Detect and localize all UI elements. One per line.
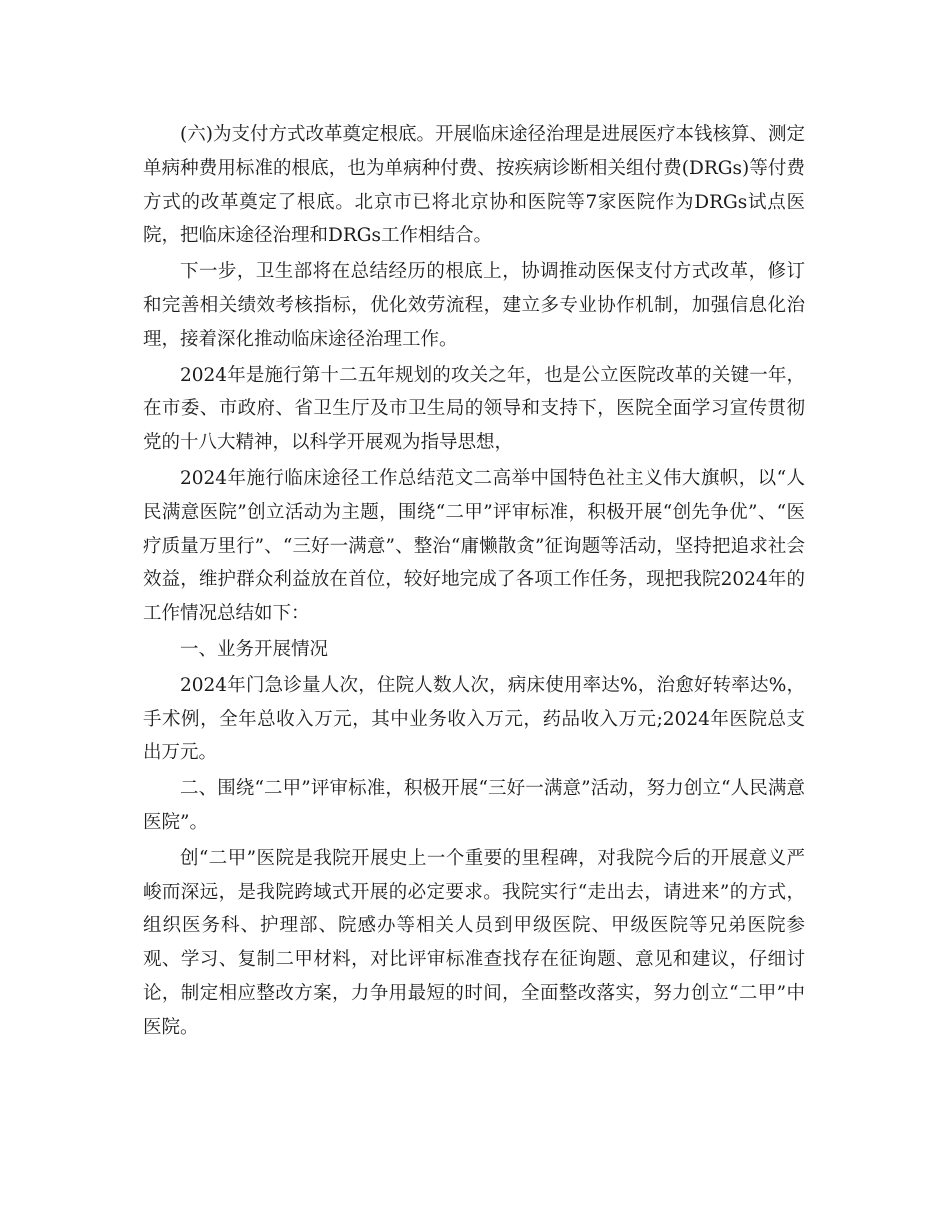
paragraph-business-stats: 2024年门急诊量人次，住院人数人次，病床使用率达%，治愈好转率达%，手术例，全年总收入万元，其中业务收入万元，药品收入万元;2024年医院总支出万元。 <box>143 674 805 764</box>
paragraph-payment-reform: (六)为支付方式改革奠定根底。开展临床途径治理是进展医疗本钱核算、测定单病种费用标准的根底，也为单病种付费、按疾病诊断相关组付费(DRGs)等付费方式的改革奠定了根底。北京市已将北京协和医院等7家医院作为DRGs试点医院，把临床途径治理和DRGs工作相结合。 <box>143 124 805 247</box>
paragraph-summary-intro: 2024年施行临床途径工作总结范文二高举中国特色社主义伟大旗帜，以“人民满意医院”创立活动为主题，围绕“二甲”评审标准，积极开展“创先争优”、“医疗质量万里行”、“三好一满意”、整治“庸懒散贪”征询题等活动，坚持把追求社会效益，维护群众利益放在首位，较好地完成了各项工作任务，现把我院2024年的工作情况总结如下： <box>143 467 805 625</box>
paragraph-next-steps: 下一步，卫生部将在总结经历的根底上，协调推动医保支付方式改革，修订和完善相关绩效考核指标，优化效劳流程，建立多专业协作机制，加强信息化治理，接着深化推动临床途径治理工作。 <box>143 261 805 350</box>
paragraph-2024-overview: 2024年是施行第十二五年规划的攻关之年，也是公立医院改革的关键一年，在市委、市政府、省卫生厅及市卫生局的领导和支持下，医院全面学习宣传贯彻党的十八大精神，以科学开展观为指导思想， <box>143 364 805 454</box>
document-body <box>143 118 805 1047</box>
paragraph-evaluation-detail: 创“二甲”医院是我院开展史上一个重要的里程碑，对我院今后的开展意义严峻而深远，是我院跨域式开展的必定要求。我院实行“走出去，请进来”的方式，组织医务科、护理部、院感办等相关人员到甲级医院、甲级医院等兄弟医院参观、学习、复制二甲材料，对比评审标准查找存在征询题、意见和建议，仔细讨论，制定相应整改方案，力争用最短的时间，全面整改落实，努力创立“二甲”中医院。 <box>143 847 805 1038</box>
section-heading-business: 一、业务开展情况 <box>180 638 329 660</box>
section-heading-evaluation: 二、围绕“二甲”评审标准，积极开展“三好一满意”活动，努力创立“人民满意医院”。 <box>143 778 805 833</box>
